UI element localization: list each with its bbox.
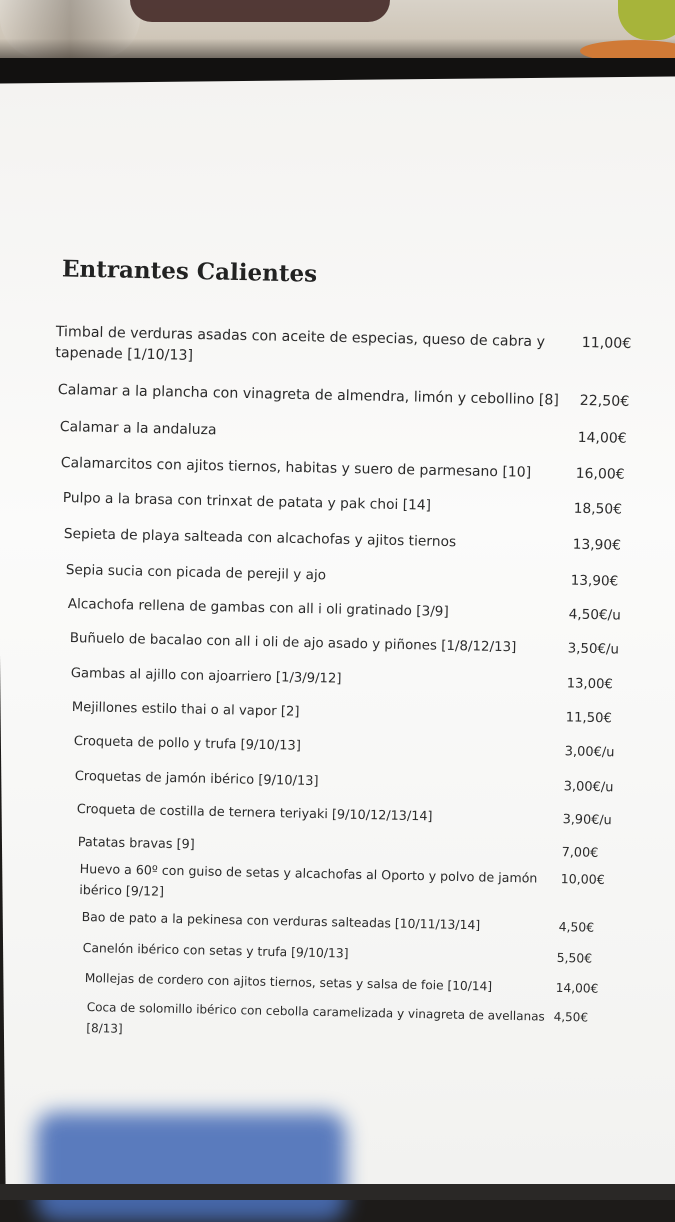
menu-item-name-line: Coca de solomillo ibérico con cebolla caramelizada y vinagreta de avellanas [86,999,545,1024]
menu-item-price: 18,50€ [573,500,623,518]
menu-item-name [86,997,545,1049]
menu-item-name-line: Huevo a 60º con guiso de setas y alcachofas al Oporto y polvo de jamón [79,860,538,886]
menu-item-price: 13,00€ [566,676,613,693]
wine-glass [0,0,140,58]
menu-item-price: 10,00€ [560,871,605,887]
menu-item-name [66,560,327,586]
menu-item-name-line: Gambas al ajillo con ajoarriero [1/3/9/12] [70,665,342,687]
menu-item-price: 5,50€ [556,949,593,966]
wine-glass-base [130,0,390,22]
menu-item-name-line: Canelón ibérico con setas y trufa [9/10/13] [82,939,349,961]
menu-item-price: 4,50€ [558,918,595,935]
menu-item-name-line: Calamar a la plancha con vinagreta de almendra, limón y cebollino [8] [57,381,560,409]
menu-item-name [74,731,302,757]
menu-item-name-line: Alcachofa rellena de gambas con all i oli gratinado [3/9] [67,595,449,620]
menu-item-price: 16,00€ [575,465,625,483]
menu-item-name [60,417,217,441]
menu-binder-bottom [0,1184,675,1200]
menu-item-price: 13,90€ [572,536,622,554]
menu-item-name-line: Croqueta de pollo y trufa [9/10/13] [73,733,302,754]
menu-item-name-line: Croquetas de jamón ibérico [9/10/13] [74,768,319,790]
menu-item-price: 22,50€ [579,392,630,410]
menu-item-price: 3,90€/u [562,812,612,829]
menu-item-name [79,858,537,910]
menu-item-price: 4,50€ [553,1009,589,1025]
menu-item-price: 14,00€ [577,429,627,447]
menu-item-name-line: Croqueta de costilla de ternera teriyaki [9/10/12/13/14] [76,801,433,825]
blurred-object [36,1112,346,1222]
menu-item-price: 11,50€ [565,710,612,727]
menu-item-price: 7,00€ [561,845,599,861]
menu-item-name-line-2: tapenade [1/10/13] [55,344,194,364]
menu-item-name-line-2: [8/13] [86,1020,123,1036]
menu-item-name [71,663,342,690]
menu-item-price: 11,00€ [581,335,632,353]
menu-item-name-line: Calamarcitos con ajitos tiernos, habitas y suero de parmesano [10] [60,454,532,481]
menu-item-name-line: Sepia sucia con picada de perejil y ajo [65,561,327,584]
menu-item-name [75,766,319,792]
menu-item-name-line: Calamar a la andaluza [59,418,217,439]
menu-item-name [72,697,300,723]
menu-item-price: 13,90€ [570,572,619,590]
menu-item-name-line-2: ibérico [9/12] [79,881,165,899]
menu-item-name-line: Timbal de verduras asadas con aceite de especias, queso de cabra y [55,323,546,351]
menu-item-name [55,322,545,374]
menu-item-name-line: Mollejas de cordero con ajitos tiernos, setas y salsa de foie [10/14] [84,970,493,994]
menu-item-price: 14,00€ [555,980,599,996]
menu-item-price: 3,50€/u [567,641,620,658]
menu-item-price: 4,50€/u [568,606,621,624]
menu-item-name-line: Pulpo a la brasa con trinxat de patata y pak choi [14] [62,489,432,514]
menu-item-name-line: Bao de pato a la pekinesa con verduras salteadas [10/11/13/14] [81,908,481,933]
menu-item-price: 3,00€/u [564,744,615,761]
menu-item-name-line: Buñuelo de bacalao con all i oli de ajo asado y piñones [1/8/12/13] [69,630,517,656]
menu-item-name-line: Sepieta de playa salteada con alcachofas y ajitos tiernos [63,525,457,551]
menu-item-price: 3,00€/u [563,779,614,796]
menu-item-name [83,937,349,964]
menu-item-name-line: Mejillones estilo thai o al vapor [2] [71,699,300,720]
menu-item-name [78,832,195,855]
menu-item-name-line: Patatas bravas [9] [77,834,195,853]
section-title: Entrantes Calientes [61,255,318,288]
